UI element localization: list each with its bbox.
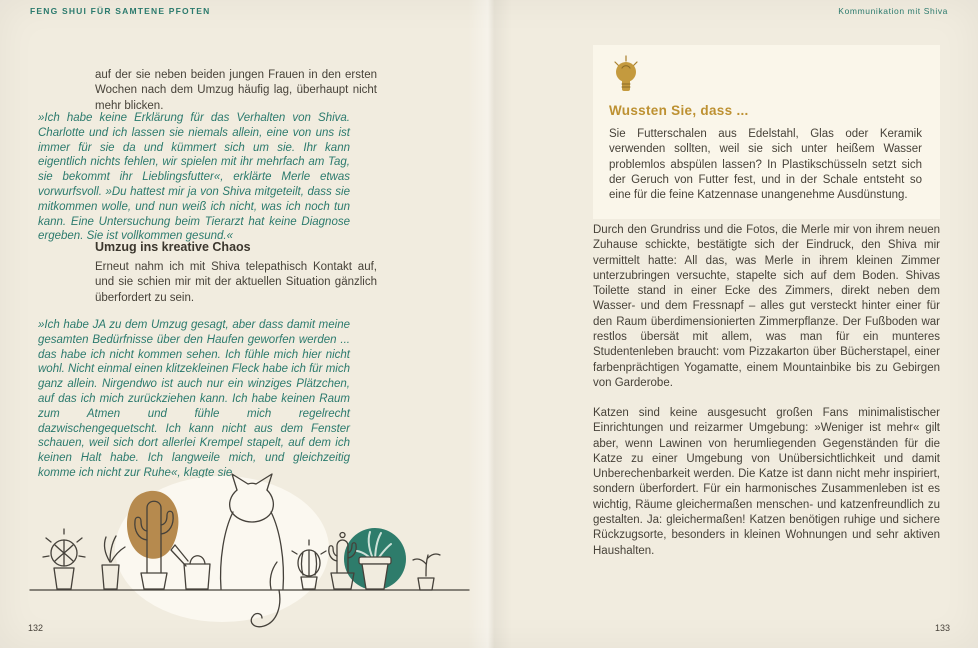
page-number-right: 133 xyxy=(934,623,950,633)
sprout-icon xyxy=(413,554,440,590)
section-heading: Umzug ins kreative Chaos xyxy=(95,240,251,254)
intro-paragraph: auf der sie neben beiden jungen Frauen in den ersten Wochen nach dem Umzug häufig lag, überhaupt nicht mehr blicken. xyxy=(95,69,377,112)
running-head-left: FENG SHUI FÜR SAMTENE PFOTEN xyxy=(30,6,211,16)
info-box-title: Wussten Sie, dass ... xyxy=(609,103,749,118)
lightbulb-icon xyxy=(611,55,641,99)
shiva-quote-2: »Ich habe JA zu dem Umzug gesagt, aber dass damit meine gesamten Bedürfnisse über den Haufen geworfen werden ... das habe ich nicht kommen sehen. Ich fühle mich hier nicht wohl. Nicht einmal einen klitzekleinen Fleck habe ich für mich ganz allein. Nirgendwo ist auch nur ein winziges Plätzchen, auf das ich mich zurückziehen kann. Ich habe keinen Raum zum Atmen und fühle mich regelrecht dazwischengequetscht. Ich kann nicht aus dem Fenster schauen, weil sich dort allerlei Krempel stapelt, auf dem ich keinen Halt habe. Ich langweile mich, und gleichzeitig komme ich nicht zur Ruhe«, klagte sie. xyxy=(38,319,350,479)
narrative-paragraph: Erneut nahm ich mit Shiva telepathisch Kontakt auf, und sie schien mir mit der aktuellen Situation gänzlich überfordert zu sein. xyxy=(95,261,377,304)
cat-plants-illustration xyxy=(22,466,477,644)
cat-plants-svg xyxy=(22,466,477,644)
page-number-left: 132 xyxy=(28,623,44,633)
info-box xyxy=(593,45,940,219)
body-paragraph-2: Katzen sind keine ausgesucht großen Fans minimalistischer Einrichtungen und reizarmer Umgebung: »Weniger ist mehr« gilt aber, wenn Lawinen von herumliegenden Gegenständen für die Katze zu einer Umgebung von Unübersichtlichkeit und damit Unberechenbarkeit werden. Die Katze ist dann nicht mehr inspiriert, sondern überfordert. Für ein harmonisches Zusammenleben ist es wichtig, Räume gleichermaßen menschen- und katzenfreundlich zu gestalten. Ja: gleichermaßen! Katzen benötigen ruhige und sichere Rückzugsorte, besonders in kleinen Wohnungen und sehr aktiven Haushalten. xyxy=(593,407,940,557)
info-box-text: Sie Futterschalen aus Edelstahl, Glas oder Keramik verwenden sollten, weil sie sich unter heißem Wasser problemlos abspülen lassen? In Plastikschüsseln setzt sich der Geruch von Futter fest, und in der Schale entsteht so eine für die feine Katzennase unangenehme Ausdünstung. xyxy=(609,128,922,202)
shiva-quote-1: »Ich habe keine Erklärung für das Verhalten von Shiva. Charlotte und ich lassen sie niemals allein, eine von uns ist immer für sie da und kümmert sich um sie. Ihr kann eigentlich nichts fehlen, wir spielen mit ihr mehrfach am Tag, sie bekommt ihr Lieblingsfutter«, erklärte Merle etwas vorwurfsvoll. »Du hattest mir ja von Shiva mitgeteilt, dass sie mitkommen wolle, und nun weiß ich nicht, was ich noch tun kann. Eine Untersuchung beim Tierarzt hat keine Diagnose ergeben. Sie ist vollkommen gesund.« xyxy=(38,112,350,243)
round-cactus-icon xyxy=(43,529,85,589)
body-paragraph-1: Durch den Grundriss und die Fotos, die Merle mir von ihrem neuen Zuhause schickte, bestätigte sich der Eindruck, den Shiva mir vermittelt hatte: All das, was Merle in ihrem kleinen Zimmer unterzubringen versuchte, stapelte sich auf dem Boden. Shivas Toilette stand in einer Ecke des Zimmers, direkt neben dem Wasser- und dem Fressnapf – alles gut versteckt hinter einer für den Raum überdimensionierten Zimmerpflanze. Der Fußboden war restlos übersät mit allem, was man für ein munteres Studentenleben braucht: vom Pizzakarton über Bücherstapel, einer farbenprächtigen Yogamatte, einem Mountainbike bis zu Gebirgen von Garderobe. xyxy=(593,224,940,389)
running-head-right: Kommunikation mit Shiva xyxy=(838,6,948,16)
